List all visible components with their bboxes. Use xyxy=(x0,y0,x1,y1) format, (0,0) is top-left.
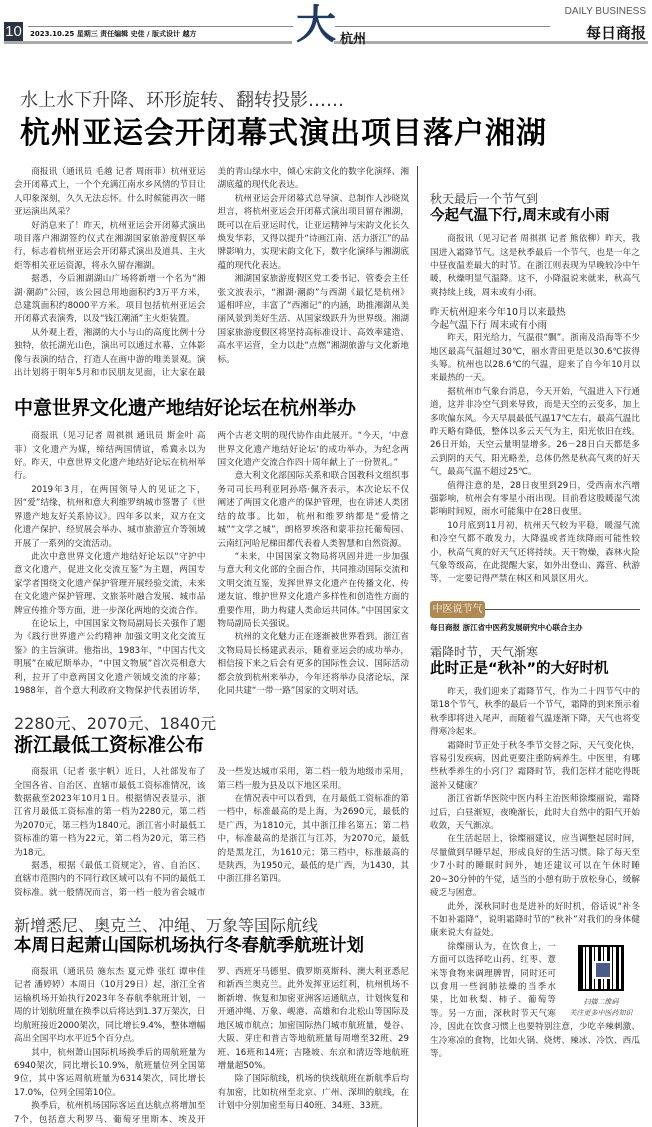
paragraph: 据杭州市气象台消息，今天开始，气温进入下行通道，这并非冷空气到来导致，而是天空的云变多，加上多吹偏东风。今天早晨最低气温17℃左右，最高气温比昨天略有降低，整体以多云天气为主，阳光依旧在线。26日开始，天空云量明显增多。26－28日白天都是多云到阴的天气，阳光略差，总体仍然是秋高气爽的好天气，最高气温不超过25℃。 xyxy=(430,386,640,478)
paragraph: 商报讯（见习记者 周祺祺 记者 熊依柳）昨天，我国进入霜降节气。这是秋季最后一个节气，也是一年之中昼夜温差最大的时节。在浙江则表现为早晚较冷中午暖，秋燥明显气温降。这不，小降温说来就来，秋高气爽持续上线，周末或有小雨。 xyxy=(430,234,640,298)
qr-caption: 关注更多中医药知识 xyxy=(569,1008,633,1017)
tcm-deck: 霜降时节，天气渐寒 xyxy=(430,644,539,659)
weather-article-body xyxy=(430,233,640,587)
left-column xyxy=(14,166,418,1127)
page-number: 10 xyxy=(5,23,22,40)
paragraph: 值得注意的是，28日夜里到29日，受西南水汽增强影响，杭州会有零星小雨出现。目前看这股暖湿气流影响时间短，雨水可能集中在28日夜里。 xyxy=(430,480,640,518)
lead-title-block xyxy=(20,90,645,152)
paragraph: 商报讯（记者 张宇帆）近日，人社部发布了全国各省、自治区、直辖市最低工资标准情况，该数据截至2023年10月1日。根据情况表显示，浙江省月最低工资标准的第一档为2280元，第二档为2070元，第三档为1840元。浙江省小时最低工资标准的第一档为22元，第二档为20元，第三档为18元。 xyxy=(14,767,206,858)
paragraph: 杭州亚运会开闭幕式总导演、总制作人沙晓岚坦言，将杭州亚运会开闭幕式演出项目留存湘湖，既可以在后亚运时代，让亚运精神与宋韵文化长久焕发华彩，又得以提升“诗画江南、活力浙江”的品牌影响力，实现宋韵文化下，数字化演绎与湘湖底蕴的现代化表达。 xyxy=(217,193,409,271)
paragraph: 昨天，我们迎来了霜降节气，作为二十四节气中的第18个节气，秋季的最后一个节气，霜降的到来预示着秋季即将进入尾声，而随着气温逐渐下降，天气也将变得寒冷起来。 xyxy=(430,687,640,738)
paragraph: 湘湖国家旅游度假区党工委书记、管委会主任张文波表示，“湘湖·潮韵”与西湖《最忆是杭州》遥相呼应，丰富了“西湘记”的内涵，助推湘湖从美丽风景到美好生活、从国家级跃升为世界级。湘湖国家旅游度假区将坚持高标准设计、高效率建造、高水平运营，全力以赴“点燃”湘湖旅游与文化新地标。 xyxy=(217,274,409,365)
dateline: 2023.10.25 星期三 责任编辑 史佳 / 版式设计 越方 xyxy=(30,30,197,38)
wage-article-body xyxy=(14,766,409,900)
paragraph: 从外观上看，湘湖的大小与山的高度比例十分独特，依托湖光山色，演出可以通过水幕、立体影像与表演的结合，打造人在画中游的唯美景观。演出计划将于明年5月和市民朋友见面，让大家在最美的青山绿水中，倾心宋韵文化的数字化演绎、湘湖底蕴的现代化表达。 xyxy=(14,167,409,379)
lead-deck: 水上水下升降、环形旋转、翻转投影…… xyxy=(20,90,344,111)
page-body xyxy=(0,166,652,1127)
weather-deck: 秋天最后一个节气到 xyxy=(430,192,539,206)
column-tag-row xyxy=(430,601,640,618)
paragraph: 在生活起居上，徐燦丽建议，应当调整起居时间，尽量做到早睡早起，形成良好的生活习惯。除了每天至少7小时的睡眠时间外，她还建议可以在午休时睡20~30分钟的午觉，适当的小憩有助于放松身心，缓解疲乏与困意。 xyxy=(430,834,640,899)
paragraph: 浙江省新华医院中医内科主治医师徐燦丽说，霜降过后，白昼渐短，夜晚渐长，此时大自然中的阳气开始收敛，天气渐凉。 xyxy=(430,794,640,832)
paragraph: 除了国际航线，机场的快线航班在新航季后均有加密，比如杭州至北京、广州、深圳的航线，在计划中分别加密至每日40班、34班、33班。 xyxy=(217,1074,409,1112)
paragraph: 昨天，阳光给力，气温很“飘”。浙南及沿海等不少地区最高气温超过30℃，丽水青田更是以30.6℃拔得头筹。杭州也以28.6℃的气温，迎来了自今年10月以来最热的一天。 xyxy=(430,333,640,384)
heritage-article-body xyxy=(14,430,409,698)
lead-article-body xyxy=(14,166,409,381)
wage-deck: 2280元、2070元、1840元 xyxy=(14,714,217,734)
paragraph: 商报讯（通讯员 毛越 记者 周雨菲）杭州亚运会开闭幕式上，一个个充满江南水乡风情的节目让人印象深刻，久久无法忘怀。什么时候能再次一睹亚运演出风采？ xyxy=(14,167,206,218)
paragraph: 10月底到11月初，杭州天气较为平稳，暖湿气流和冷空气都不敢发力，大降温或者连续降雨可能性较小，秋高气爽的好天气还将持续。天干物燥，森林火险气象等级高，在此提醒大家，如外出登山、露营、秋游等，一定要记得严禁在林区和风景区用火。 xyxy=(430,520,640,585)
section-logo: 大 xyxy=(296,1,336,48)
paragraph: 2019年3月，在两国领导人的见证之下，因“爱”结缘，杭州和意大利维罗纳城市签署了《世界遗产地友好关系协议》。四年多以来，双方在文化遗产保护、经贸展会举办、城市旅游宣介等领域开展了一系列的交流活动。 xyxy=(14,484,206,549)
qr-code-icon[interactable] xyxy=(578,945,624,991)
weather-headline: 今起气温下行,周末或有小雨 xyxy=(430,208,610,224)
paragraph: 商报讯（通讯员 施东杰 夏元烨 张红 谭申佳 记者 潘婷婷）本周日（10月29日）起，浙江全省运输机场开始执行2023年冬春航季航班计划，一周的计划航班量在换季以后将达到1.37万架次，日均航班接近2000架次，同比增长9.4%，整体增幅高出全国平均水平近5个百分点。 xyxy=(14,967,206,1045)
paragraph: 据悉，今后湘湖湖山广场将新增一个名为“湘湖·潮韵”公园，该公园总用地面积约3万平方米，总建筑面积约8000平方米。项目包括杭州亚运会开闭幕式表演秀，以及“钱江潮涌”主火炬装置。 xyxy=(14,274,206,325)
paragraph: 换季后，杭州机场国际客运直达航点将增加至7个，包括意大利罗马、葡萄牙里斯本、埃及开罗、西班牙马德里、俄罗斯莫斯科、澳大利亚悉尼和新西兰奥克兰。此外发挥亚运红利，杭州机场不断新增、恢复和加密亚洲客运通航点，计划恢复和开通冲绳、万象、岘港、高雄和台北松山等国际及地区城市航点；加密国际热门城市航班量，曼谷、大阪、芽庄和普吉等地航班量每周增至32班、29班、16班和14班；吉隆坡、东京和清迈等地航班增量超50%。 xyxy=(14,967,409,1125)
header-rule xyxy=(335,26,550,27)
paragraph: 意大利文化部国际关系和联合国教科文组织事务司司长玛利亚阿孙塔·佩齐表示，本次论坛不仅阐述了两国文化遗产的保护管理，也在讲述人类团结的故事。比如，杭州和维罗纳都是“爱情之城”“文学之城”，朗格罗埃洛和蒙菲拉托葡萄园、云南红河哈尼梯田都代表着人类智慧和自然资源。 xyxy=(217,471,409,549)
wage-headline: 浙江最低工资标准公布 xyxy=(14,734,205,757)
paragraph: 霜降时节正处于秋冬季节交替之际，天气变化快，容易引发疾病，因此更要注重防病养生。中医里，有哪些秋季养生的小窍门？霜降时节，我们怎样才能吃得既滋补又健康？ xyxy=(430,740,640,791)
airport-deck: 新增悉尼、奥克兰、冲绳、万象等国际航线 xyxy=(14,916,319,936)
right-column xyxy=(430,166,640,1061)
paragraph: 徐燦丽认为，在饮食上，一方面可以选择吃山药、红枣、薏米等食物来调理脾胃，同时还可以食用一些润肺祛燥的当季水果，比如秋梨、柿子、葡萄等等。另一方面，深秋时节天气寒冷，因此在饮食习惯上也要特别注意，少吃辛辣刺激、生冷寒凉的食物，比如火锅、烧烤、辣冰、冷饮、西瓜等。 xyxy=(430,941,640,1059)
section-name: 杭州 xyxy=(340,32,367,47)
lead-headline: 杭州亚运会开闭幕式演出项目落户湘湖 xyxy=(20,115,547,151)
qr-block xyxy=(562,945,640,1019)
column-tag: 中医说节气 xyxy=(430,601,485,618)
paragraph: 据悉，根据《最低工资规定》，省、自治区、直辖市范围内的不同行政区域可以有不同的最低工资标准。就一般情况而言，第一档一般为省会城市及一些发达城市采用，第二档一般为地级市采用，第三档一般为县及以下地区采用。 xyxy=(14,767,409,898)
heritage-headline: 中意世界文化遗产地结好论坛在杭州举办 xyxy=(14,396,357,419)
paragraph: 杭州的文化魅力正在逐渐被世界看到。浙江省文物局局长杨建武表示，随着亚运会的成功举办，相信接下来之后会有更多的国际性会议、国际活动都会放到杭州来举办，今年还将举办良渚论坛，深化同共建“一带一路”国家的文明对话。 xyxy=(217,632,409,696)
sponsor-line: 每日商报 浙江省中医药发展研究中心联合主办 xyxy=(430,622,583,632)
paragraph: 此次中意世界文化遗产地结好论坛以“守护中意文化遗产，促进文化交流互鉴”为主题，两国专家学者围绕文化遗产保护管理开展经验交流，未来在文化遗产保护管理、文旅茶叶融合发展、城市品牌宣传推介等方面，进一步深化两地的交流合作。 xyxy=(14,551,206,616)
weather-subhead: 昨天杭州迎来今年10月以来最热 xyxy=(430,307,566,319)
tag-rule xyxy=(485,609,640,610)
paragraph: 在论坛上，中国国家文物局副局长关强作了题为《践行世界遗产公约精神 加强文明文化交流互鉴》的主旨演讲。他指出，1983年，“中国古代文明展”在威尼斯举办，“中国文物展”首次亮相意大利，拉开了中意两国文化遗产领域交流的序幕；1988年，首个意大利政府文物保护代表团访华，两个古老文明的现代协作由此展开。“今天，‘中意世界文化遗产地结好论坛’的成功举办，为纪念两国文化遗产交流合作四十周年献上了一份贺礼。” xyxy=(14,431,409,696)
header-rule xyxy=(28,26,293,27)
airport-article-body xyxy=(14,966,409,1127)
paragraph: 在情况表中可以看到，在月最低工资标准的第一档中，标准最高的是上海，为2690元，最低的是广西，为1810元，其中浙江排名第五；第二档中，标准最高的是浙江与江苏，为2070元，最低的是黑龙江，为1610元；第三档中，标准最高的是陕西，为1950元，最低的是广西，为1430，其中浙江排名第四。 xyxy=(217,793,409,885)
paragraph: 其中，杭州萧山国际机场换季后的周航班量为6940架次，同比增长10.9%，航班量位列全国第9位，其中客运周航班量为6314架次，同比增长17.0%，位列全国第10位。 xyxy=(14,1047,206,1098)
qr-caption: 扫描二维码 xyxy=(583,997,619,1006)
airport-headline: 本周日起萧山国际机场执行冬春航季航班计划 xyxy=(14,936,364,957)
paragraph: 此外，深秋同时也是进补的好时机，俗话说“补冬不如补霜降”，说明霜降时节的“秋补”对我们的身体健康来说大有益处。 xyxy=(430,901,640,939)
header-rule xyxy=(4,41,292,44)
paragraph: “未来，中国国家文物局将巩固并进一步加强与意大利文化部的全面合作，共同推动国际交流和文明交流互鉴，发挥世界文化遗产在传播文化、传递友谊、维护世界文化遗产多样性和创造性方面的重要作用，助力构建人类命运共同体。”中国国家文物局副局长关强说。 xyxy=(217,551,409,629)
tcm-article-body xyxy=(430,686,640,1061)
brand-english: DAILY BUSINESS xyxy=(564,6,646,17)
paragraph: 商报讯（见习记者 周祺祺 通讯员 斯金叶 高菲）文化遗产为媒，缔结两国情谊，希冀永以为好。昨天，中意世界文化遗产地结好论坛在杭州举行。 xyxy=(14,431,206,482)
brand-chinese: 每日商报 xyxy=(585,24,646,42)
paragraph: 好消息来了！昨天，杭州亚运会开闭幕式演出项目落户湘湖签约仪式在湘湖国家旅游度假区举行，标志着杭州亚运会开闭幕式演出及道具、主火炬等相关亚运资源，将永久留存湘湖。 xyxy=(14,220,206,271)
tcm-headline: 此时正是“秋补”的大好时机 xyxy=(430,660,609,677)
weather-subhead: 今起气温下行 周末或有小雨 xyxy=(430,320,548,332)
